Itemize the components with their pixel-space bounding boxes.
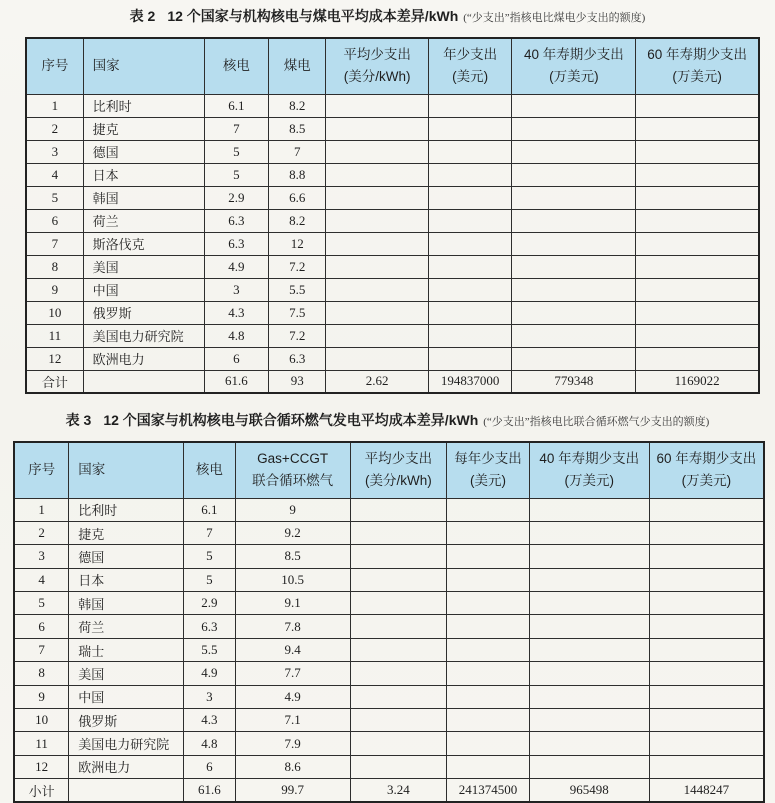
- value-cell: 779348: [512, 370, 636, 393]
- value-cell: [428, 278, 512, 301]
- header-sublabel: 联合循环燃气: [252, 473, 334, 489]
- header-cell-4: [350, 442, 447, 498]
- country-cell: [83, 370, 204, 393]
- table-row: [26, 140, 759, 163]
- country-cell: 美国: [83, 255, 204, 278]
- row-index-cell: 3: [14, 545, 69, 568]
- value-cell: [649, 568, 764, 591]
- country-cell: 捷克: [83, 117, 204, 140]
- header-sublabel: (万美元): [681, 473, 732, 489]
- table-row: [26, 255, 759, 278]
- value-cell: [350, 498, 447, 521]
- value-cell: 4.9: [204, 255, 269, 278]
- country-cell: 荷兰: [83, 209, 204, 232]
- header-cell-7: [649, 442, 764, 498]
- value-cell: [512, 209, 636, 232]
- header-cell-0: [14, 442, 69, 498]
- value-cell: 9: [235, 498, 350, 521]
- value-cell: [428, 117, 512, 140]
- country-cell: 美国电力研究院: [69, 732, 184, 755]
- table-row: [14, 662, 764, 685]
- header-sublabel: (万美元): [672, 69, 722, 85]
- value-cell: [649, 592, 764, 615]
- value-cell: [428, 301, 512, 324]
- header-label: 每年少支出: [454, 451, 522, 467]
- value-cell: [529, 662, 649, 685]
- value-cell: 3: [184, 685, 236, 708]
- header-cell-6: [529, 442, 649, 498]
- value-cell: [326, 163, 429, 186]
- country-cell: 美国电力研究院: [83, 324, 204, 347]
- value-cell: [326, 324, 429, 347]
- value-cell: 8.6: [235, 755, 350, 778]
- value-cell: [350, 521, 447, 544]
- value-cell: 4.3: [204, 301, 269, 324]
- value-cell: 99.7: [235, 779, 350, 802]
- value-cell: 7.5: [269, 301, 326, 324]
- row-index-cell: 7: [26, 232, 83, 255]
- value-cell: 1169022: [636, 370, 759, 393]
- header-label: 国家: [78, 462, 106, 478]
- country-cell: 捷克: [69, 521, 184, 544]
- value-cell: [447, 685, 530, 708]
- value-cell: [326, 347, 429, 370]
- value-cell: 61.6: [184, 779, 236, 802]
- header-row: [14, 442, 764, 498]
- value-cell: [529, 732, 649, 755]
- table-row: [14, 592, 764, 615]
- value-cell: 3.24: [350, 779, 447, 802]
- value-cell: [512, 301, 636, 324]
- row-index-cell: 3: [26, 140, 83, 163]
- value-cell: [649, 662, 764, 685]
- value-cell: [649, 521, 764, 544]
- table-row: [14, 685, 764, 708]
- value-cell: [326, 301, 429, 324]
- value-cell: 9.1: [235, 592, 350, 615]
- header-sublabel: (美分/kWh): [365, 473, 432, 489]
- header-cell-7: [636, 38, 759, 94]
- header-cell-5: [447, 442, 530, 498]
- table2-title-number: 表 2: [129, 8, 156, 24]
- header-label: 年少支出: [443, 47, 498, 63]
- header-cell-5: [428, 38, 512, 94]
- value-cell: [636, 232, 759, 255]
- value-cell: [512, 255, 636, 278]
- value-cell: [529, 615, 649, 638]
- value-cell: [649, 615, 764, 638]
- value-cell: [326, 232, 429, 255]
- header-cell-4: [326, 38, 429, 94]
- country-cell: 中国: [69, 685, 184, 708]
- value-cell: [512, 163, 636, 186]
- row-index-cell: 5: [26, 186, 83, 209]
- value-cell: [350, 638, 447, 661]
- header-cell-3: [269, 38, 326, 94]
- value-cell: [512, 347, 636, 370]
- country-cell: 中国: [83, 278, 204, 301]
- value-cell: 6.3: [184, 615, 236, 638]
- value-cell: 6.3: [204, 232, 269, 255]
- header-cell-0: [26, 38, 83, 94]
- value-cell: 6: [204, 347, 269, 370]
- value-cell: [447, 662, 530, 685]
- value-cell: [350, 545, 447, 568]
- row-index-cell: 5: [14, 592, 69, 615]
- value-cell: [649, 545, 764, 568]
- value-cell: [326, 209, 429, 232]
- header-sublabel: (美分/kWh): [343, 69, 411, 85]
- value-cell: [512, 232, 636, 255]
- table-row: [26, 324, 759, 347]
- table-row: [14, 521, 764, 544]
- value-cell: [447, 615, 530, 638]
- value-cell: 4.8: [204, 324, 269, 347]
- value-cell: 965498: [529, 779, 649, 802]
- value-cell: 8.5: [235, 545, 350, 568]
- value-cell: 6.3: [269, 347, 326, 370]
- value-cell: 2.9: [184, 592, 236, 615]
- table-nuclear-vs-ccgt: [13, 441, 765, 803]
- header-cell-1: [69, 442, 184, 498]
- value-cell: 194837000: [428, 370, 512, 393]
- value-cell: [326, 117, 429, 140]
- value-cell: 7.8: [235, 615, 350, 638]
- header-label: 核电: [195, 462, 223, 478]
- value-cell: 8.5: [269, 117, 326, 140]
- header-cell-1: [83, 38, 204, 94]
- value-cell: [350, 615, 447, 638]
- value-cell: 6.3: [204, 209, 269, 232]
- header-label: Gas+CCGT: [257, 451, 329, 467]
- value-cell: [428, 232, 512, 255]
- country-cell: 美国: [69, 662, 184, 685]
- value-cell: [636, 209, 759, 232]
- value-cell: [428, 324, 512, 347]
- country-cell: 俄罗斯: [83, 301, 204, 324]
- value-cell: 9.4: [235, 638, 350, 661]
- value-cell: [649, 709, 764, 732]
- value-cell: [350, 709, 447, 732]
- value-cell: [636, 324, 759, 347]
- value-cell: [350, 568, 447, 591]
- header-label: 60 年寿期少支出: [647, 47, 748, 63]
- value-cell: 9.2: [235, 521, 350, 544]
- value-cell: [350, 685, 447, 708]
- total-label-cell: 合计: [26, 370, 83, 393]
- value-cell: 8.2: [269, 94, 326, 117]
- value-cell: 2.62: [326, 370, 429, 393]
- table-row: [26, 94, 759, 117]
- country-cell: 日本: [69, 568, 184, 591]
- table-row: [14, 545, 764, 568]
- value-cell: [447, 568, 530, 591]
- row-index-cell: 9: [26, 278, 83, 301]
- value-cell: [350, 732, 447, 755]
- value-cell: 1448247: [649, 779, 764, 802]
- value-cell: 8.8: [269, 163, 326, 186]
- row-index-cell: 1: [14, 498, 69, 521]
- value-cell: 7: [269, 140, 326, 163]
- value-cell: [529, 521, 649, 544]
- value-cell: [512, 324, 636, 347]
- value-cell: 10.5: [235, 568, 350, 591]
- table-row: [26, 278, 759, 301]
- value-cell: [636, 278, 759, 301]
- header-label: 序号: [41, 58, 69, 74]
- value-cell: 7: [184, 521, 236, 544]
- table2-title-note: (“少支出”指核电比煤电少支出的额度): [463, 12, 646, 24]
- header-label: 平均少支出: [364, 451, 433, 467]
- country-cell: 日本: [83, 163, 204, 186]
- table-nuclear-vs-coal: [25, 37, 760, 394]
- table-row: [26, 117, 759, 140]
- value-cell: [447, 592, 530, 615]
- row-index-cell: 11: [14, 732, 69, 755]
- total-row: [26, 370, 759, 393]
- table2-title: [0, 7, 775, 27]
- value-cell: [326, 94, 429, 117]
- table-row: [14, 732, 764, 755]
- table3-title-number: 表 3: [65, 412, 92, 428]
- value-cell: [326, 186, 429, 209]
- row-index-cell: 4: [14, 568, 69, 591]
- row-index-cell: 4: [26, 163, 83, 186]
- country-cell: 荷兰: [69, 615, 184, 638]
- value-cell: [512, 140, 636, 163]
- value-cell: [529, 755, 649, 778]
- value-cell: 5: [184, 545, 236, 568]
- table3-title: [0, 411, 775, 431]
- value-cell: [636, 163, 759, 186]
- value-cell: [529, 638, 649, 661]
- table-row: [14, 638, 764, 661]
- value-cell: [428, 255, 512, 278]
- value-cell: [636, 140, 759, 163]
- value-cell: [447, 498, 530, 521]
- value-cell: 7.1: [235, 709, 350, 732]
- value-cell: [529, 545, 649, 568]
- value-cell: [636, 117, 759, 140]
- table-row: [26, 301, 759, 324]
- value-cell: [529, 592, 649, 615]
- value-cell: 4.3: [184, 709, 236, 732]
- header-label: 序号: [28, 462, 56, 478]
- value-cell: [529, 709, 649, 732]
- value-cell: [447, 732, 530, 755]
- value-cell: [428, 140, 512, 163]
- header-cell-2: [184, 442, 236, 498]
- row-index-cell: 6: [26, 209, 83, 232]
- value-cell: [636, 186, 759, 209]
- table-row: [26, 232, 759, 255]
- value-cell: [649, 755, 764, 778]
- value-cell: [428, 186, 512, 209]
- value-cell: 93: [269, 370, 326, 393]
- table-row: [14, 568, 764, 591]
- value-cell: [512, 94, 636, 117]
- table2-title-text: 12 个国家与机构核电与煤电平均成本差异/kWh: [167, 8, 459, 24]
- country-cell: 比利时: [69, 498, 184, 521]
- row-index-cell: 2: [26, 117, 83, 140]
- value-cell: [326, 255, 429, 278]
- country-cell: 德国: [69, 545, 184, 568]
- value-cell: 6: [184, 755, 236, 778]
- value-cell: [447, 638, 530, 661]
- table-row: [26, 163, 759, 186]
- value-cell: 3: [204, 278, 269, 301]
- value-cell: [447, 709, 530, 732]
- value-cell: 8.2: [269, 209, 326, 232]
- value-cell: 7.2: [269, 255, 326, 278]
- value-cell: 7.9: [235, 732, 350, 755]
- country-cell: 韩国: [83, 186, 204, 209]
- value-cell: [649, 638, 764, 661]
- header-cell-2: [204, 38, 269, 94]
- value-cell: [636, 94, 759, 117]
- value-cell: 7.7: [235, 662, 350, 685]
- value-cell: 5.5: [269, 278, 326, 301]
- table-row: [14, 498, 764, 521]
- header-sublabel: (万美元): [564, 473, 614, 489]
- value-cell: [529, 498, 649, 521]
- country-cell: 韩国: [69, 592, 184, 615]
- value-cell: [428, 94, 512, 117]
- row-index-cell: 8: [14, 662, 69, 685]
- value-cell: 241374500: [447, 779, 530, 802]
- total-row: [14, 779, 764, 802]
- header-row: [26, 38, 759, 94]
- value-cell: [529, 568, 649, 591]
- row-index-cell: 8: [26, 255, 83, 278]
- country-cell: 斯洛伐克: [83, 232, 204, 255]
- value-cell: [428, 347, 512, 370]
- value-cell: [512, 117, 636, 140]
- table-row: [14, 709, 764, 732]
- table-row: [14, 615, 764, 638]
- row-index-cell: 10: [26, 301, 83, 324]
- country-cell: [69, 779, 184, 802]
- value-cell: [350, 755, 447, 778]
- value-cell: 4.8: [184, 732, 236, 755]
- value-cell: [649, 732, 764, 755]
- value-cell: 6.1: [184, 498, 236, 521]
- value-cell: [529, 685, 649, 708]
- table3-title-text: 12 个国家与机构核电与联合循环燃气发电平均成本差异/kWh: [103, 412, 479, 428]
- header-cell-3: [235, 442, 350, 498]
- country-cell: 欧洲电力: [83, 347, 204, 370]
- value-cell: 5: [204, 140, 269, 163]
- table-row: [26, 186, 759, 209]
- row-index-cell: 1: [26, 94, 83, 117]
- value-cell: [350, 592, 447, 615]
- value-cell: [636, 347, 759, 370]
- value-cell: 5: [204, 163, 269, 186]
- value-cell: [512, 278, 636, 301]
- header-label: 核电: [222, 58, 250, 74]
- value-cell: 7: [204, 117, 269, 140]
- value-cell: 6.6: [269, 186, 326, 209]
- header-label: 煤电: [283, 58, 311, 74]
- header-cell-6: [512, 38, 636, 94]
- header-label: 平均少支出: [343, 47, 411, 63]
- header-label: 国家: [92, 58, 120, 74]
- value-cell: [447, 521, 530, 544]
- row-index-cell: 11: [26, 324, 83, 347]
- table-row: [26, 209, 759, 232]
- value-cell: [350, 662, 447, 685]
- value-cell: 2.9: [204, 186, 269, 209]
- country-cell: 瑞士: [69, 638, 184, 661]
- total-label-cell: 小计: [14, 779, 69, 802]
- table-row: [26, 347, 759, 370]
- header-sublabel: (万美元): [549, 69, 599, 85]
- row-index-cell: 2: [14, 521, 69, 544]
- header-sublabel: (美元): [470, 473, 506, 489]
- value-cell: 4.9: [184, 662, 236, 685]
- value-cell: [649, 685, 764, 708]
- row-index-cell: 10: [14, 709, 69, 732]
- header-label: 40 年寿期少支出: [523, 47, 624, 63]
- value-cell: [428, 209, 512, 232]
- header-label: 40 年寿期少支出: [539, 451, 640, 467]
- value-cell: [447, 755, 530, 778]
- row-index-cell: 9: [14, 685, 69, 708]
- row-index-cell: 12: [26, 347, 83, 370]
- country-cell: 德国: [83, 140, 204, 163]
- row-index-cell: 7: [14, 638, 69, 661]
- header-label: 60 年寿期少支出: [656, 451, 757, 467]
- value-cell: [512, 186, 636, 209]
- value-cell: 5: [184, 568, 236, 591]
- value-cell: [428, 163, 512, 186]
- table3-title-note: (“少支出”指核电比联合循环燃气少支出的额度): [483, 416, 710, 428]
- table-row: [14, 755, 764, 778]
- value-cell: 6.1: [204, 94, 269, 117]
- row-index-cell: 12: [14, 755, 69, 778]
- value-cell: [447, 545, 530, 568]
- country-cell: 比利时: [83, 94, 204, 117]
- value-cell: [326, 140, 429, 163]
- value-cell: 5.5: [184, 638, 236, 661]
- value-cell: 12: [269, 232, 326, 255]
- value-cell: [636, 255, 759, 278]
- row-index-cell: 6: [14, 615, 69, 638]
- value-cell: [326, 278, 429, 301]
- country-cell: 欧洲电力: [69, 755, 184, 778]
- value-cell: 61.6: [204, 370, 269, 393]
- value-cell: 7.2: [269, 324, 326, 347]
- header-sublabel: (美元): [452, 69, 489, 85]
- value-cell: [636, 301, 759, 324]
- country-cell: 俄罗斯: [69, 709, 184, 732]
- value-cell: [649, 498, 764, 521]
- value-cell: 4.9: [235, 685, 350, 708]
